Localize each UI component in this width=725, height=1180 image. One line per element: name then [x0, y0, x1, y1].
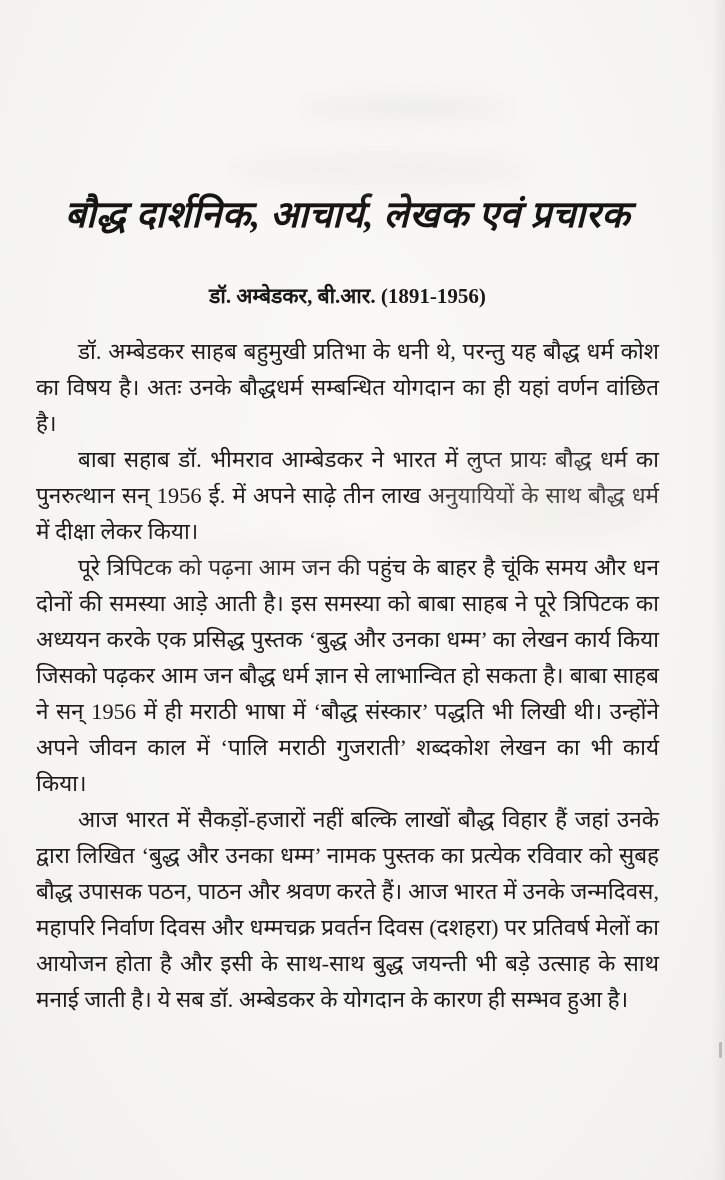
- paragraph: पूरे त्रिपिटक को पढ़ना आम जन की पहुंच के बाहर है चूंकि समय और धन दोनों की समस्या आड़े आती है। इस समस्या को बाबा साहब ने पूरे त्रिपिटक का अध्ययन करके एक प्रसिद्ध पुस्तक ‘बुद्ध और उनका धम्म’ का लेखन कार्य किया जिसको पढ़कर आम जन बौद्ध धर्म ज्ञान से लाभान्वित हो सकता है। बाबा साहब ने सन् 1956 में ही मराठी भाषा में ‘बौद्ध संस्कार’ पद्धति भी लिखी थी। उन्होंने अपने जीवन काल में ‘पालि मराठी गुजराती’ शब्दकोश लेखन का भी कार्य किया।: [36, 555, 659, 796]
- paragraph: आज भारत में सैकड़ों-हजारों नहीं बल्कि लाखों बौद्ध विहार हैं जहां उनके द्वारा लिखित ‘बुद्ध और उनका धम्म’ नामक पुस्तक का प्रत्येक रविवार को सुबह बौद्ध उपासक पठन, पाठन और श्रवण करते हैं। आज भारत में उनके जन्मदिवस, महापरि निर्वाण दिवस और धम्मचक्र प्रवर्तन दिवस (दशहरा) पर प्रतिवर्ष मेलों का आयोजन होता है और इसी के साथ-साथ बुद्ध जयन्ती भी बड़े उत्साह के साथ मनाई जाती है। ये सब डॉ. अम्बेडकर के योगदान के कारण ही सम्भव हुआ है।: [36, 807, 659, 1012]
- scan-edge-mark: [719, 1042, 722, 1058]
- scan-bleedthrough-artifact: [300, 95, 510, 121]
- paragraph: डॉ. अम्बेडकर साहब बहुमुखी प्रतिभा के धनी थे, परन्तु यह बौद्ध धर्म कोश का विषय है। अतः उनके बौद्धधर्म सम्बन्धित योगदान का ही यहां वर्णन वांछित है।: [36, 339, 659, 436]
- paragraph: बाबा सहाब डॉ. भीमराव आम्बेडकर ने भारत में लुप्त प्रायः बौद्ध धर्म का पुनरुत्थान सन् 1956 ई. में अपने साढ़े तीन लाख अनुयायियों के साथ बौद्ध धर्म में दीक्षा लेकर किया।: [36, 447, 659, 544]
- chapter-title: बौद्ध दार्शनिक, आचार्य, लेखक एवं प्रचारक: [64, 195, 631, 236]
- page-edge-shadow: [711, 0, 725, 1180]
- entry-heading: डॉ. अम्बेडकर, बी.आर. (1891-1956): [209, 284, 486, 308]
- scan-bleedthrough-artifact: [230, 150, 530, 190]
- entry-body: [36, 334, 659, 1018]
